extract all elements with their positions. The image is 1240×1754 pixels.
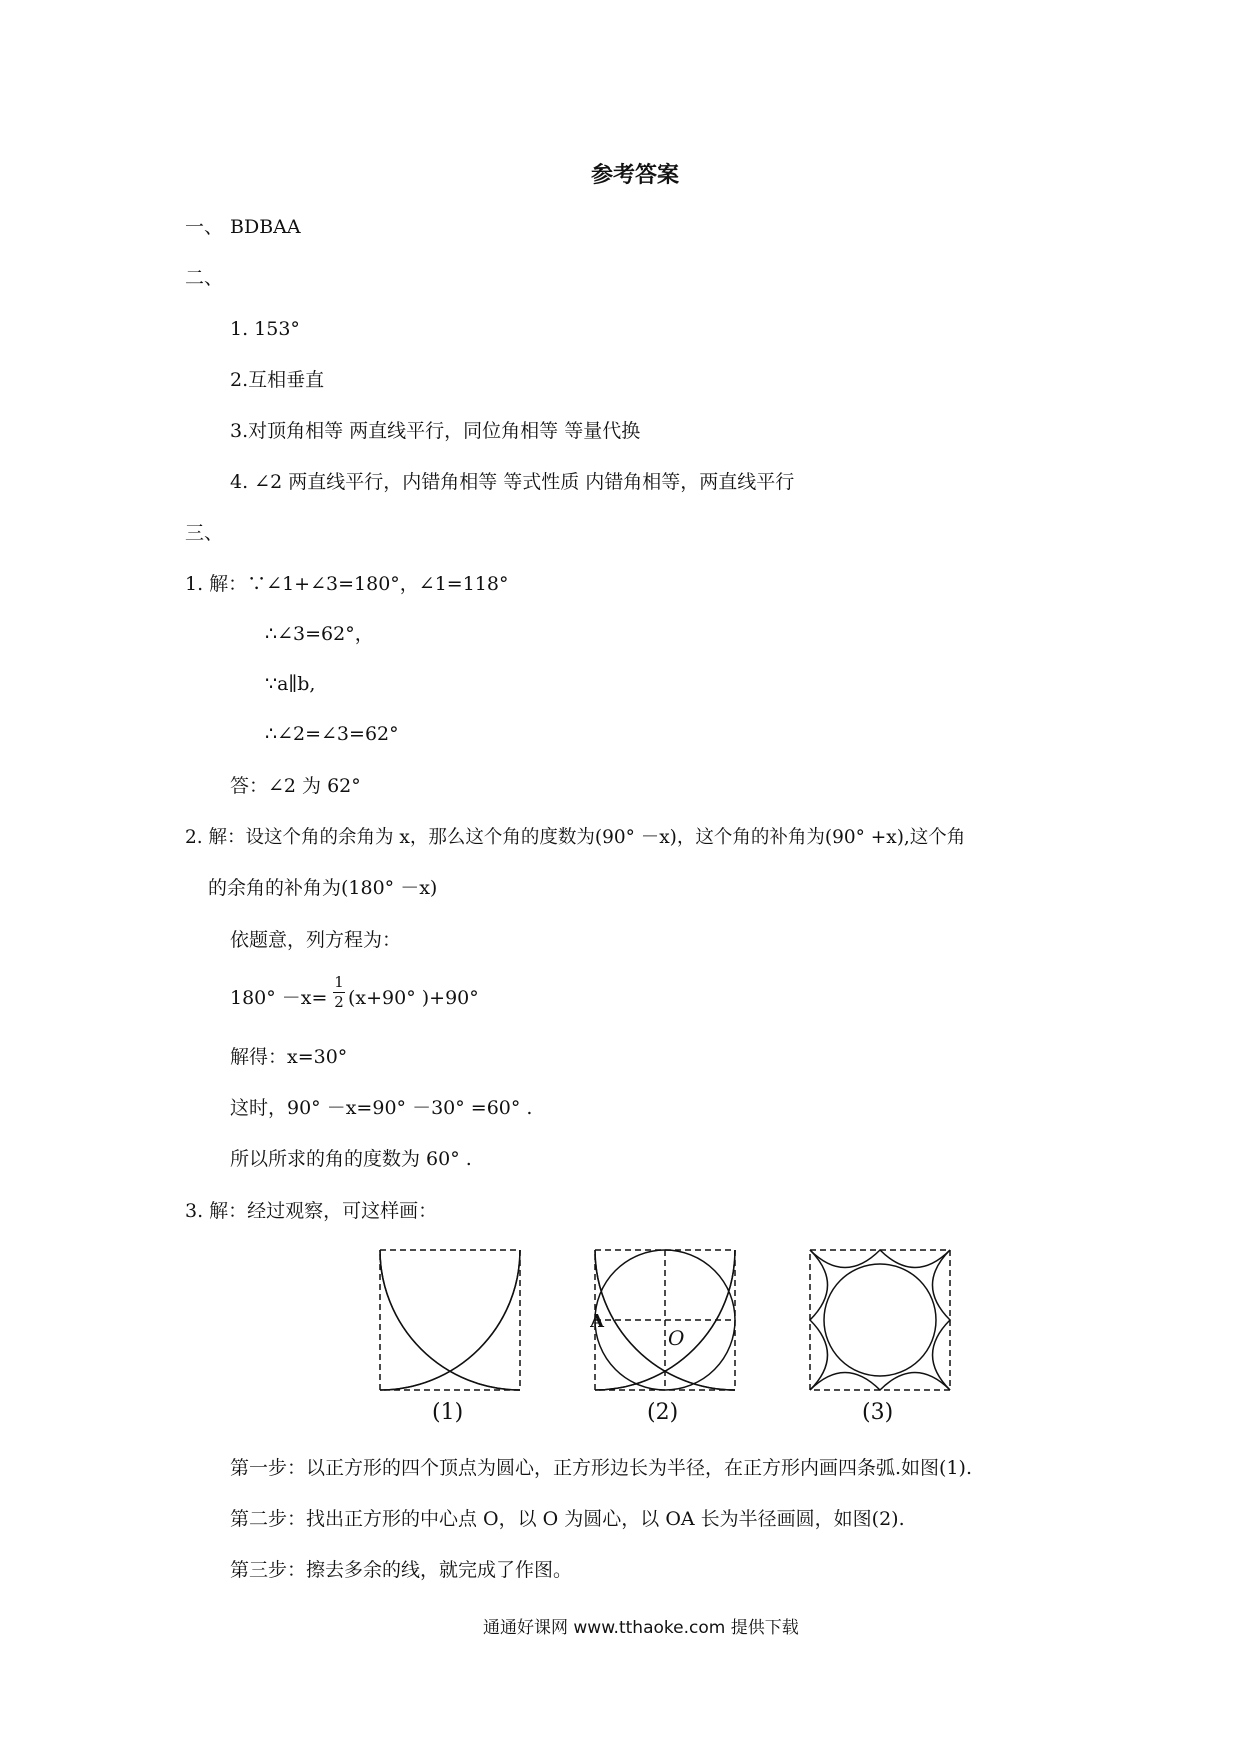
section-2-item-4: 4. ∠2 两直线平行，内错角相等 等式性质 内错角相等，两直线平行 xyxy=(230,471,795,493)
q1-line-2: ∴∠3=62°， xyxy=(265,623,374,645)
label-a: A xyxy=(590,1311,604,1332)
equation-left: 180° －x= xyxy=(230,987,328,1009)
page-footer: 通通好课网 www.tthaoke.com 提供下载 xyxy=(483,1618,799,1638)
q2-then: 这时，90° －x=90° －30° =60° . xyxy=(230,1097,533,1119)
q2-conclusion: 所以所求的角的度数为 60° . xyxy=(230,1148,472,1170)
figure-1-caption: (1) xyxy=(432,1400,464,1425)
figure-2-caption: (2) xyxy=(647,1400,679,1425)
section-2-item-1: 1. 153° xyxy=(230,318,300,340)
fraction-numerator: 1 xyxy=(334,973,344,991)
section-3-label: 三、 xyxy=(185,522,224,544)
q3-line-1: 3. 解：经过观察，可这样画： xyxy=(185,1200,438,1222)
q1-line-4: ∴∠2=∠3=62° xyxy=(265,723,399,745)
fraction-denominator: 2 xyxy=(334,993,344,1011)
q1-line-1: 1. 解：∵∠1+∠3=180°，∠1=118° xyxy=(185,573,509,595)
section-2-item-3: 3.对顶角相等 两直线平行，同位角相等 等量代换 xyxy=(230,420,641,442)
q2-line-2: 的余角的补角为(180° －x) xyxy=(208,877,438,899)
q3-step-2: 第二步：找出正方形的中心点 O，以 O 为圆心，以 OA 长为半径画圆，如图(2). xyxy=(230,1508,905,1530)
figure-1 xyxy=(375,1245,525,1395)
q2-setup: 依题意，列方程为： xyxy=(230,929,402,951)
q1-answer: 答：∠2 为 62° xyxy=(230,775,361,797)
q1-line-3: ∵a∥b, xyxy=(265,673,316,695)
q2-solve: 解得：x=30° xyxy=(230,1046,348,1068)
equation-right: (x+90° )+90° xyxy=(348,987,479,1009)
section-2-label: 二、 xyxy=(185,267,224,289)
section-2-item-2: 2.互相垂直 xyxy=(230,369,325,391)
figure-3-caption: (3) xyxy=(862,1400,894,1425)
figure-2 xyxy=(590,1245,740,1395)
section-1-answer: BDBAA xyxy=(230,216,301,238)
section-1-label: 一、 xyxy=(185,216,224,238)
page-title: 参考答案 xyxy=(591,163,680,188)
q3-step-1: 第一步：以正方形的四个顶点为圆心，正方形边长为半径，在正方形内画四条弧.如图(1). xyxy=(230,1457,972,1479)
label-o: O xyxy=(668,1326,685,1350)
q2-line-1: 2. 解：设这个角的余角为 x，那么这个角的度数为(90° －x)，这个角的补角为(90° +x),这个角 xyxy=(185,827,966,848)
figure-3 xyxy=(805,1245,955,1395)
q3-step-3: 第三步：擦去多余的线，就完成了作图。 xyxy=(230,1559,573,1581)
